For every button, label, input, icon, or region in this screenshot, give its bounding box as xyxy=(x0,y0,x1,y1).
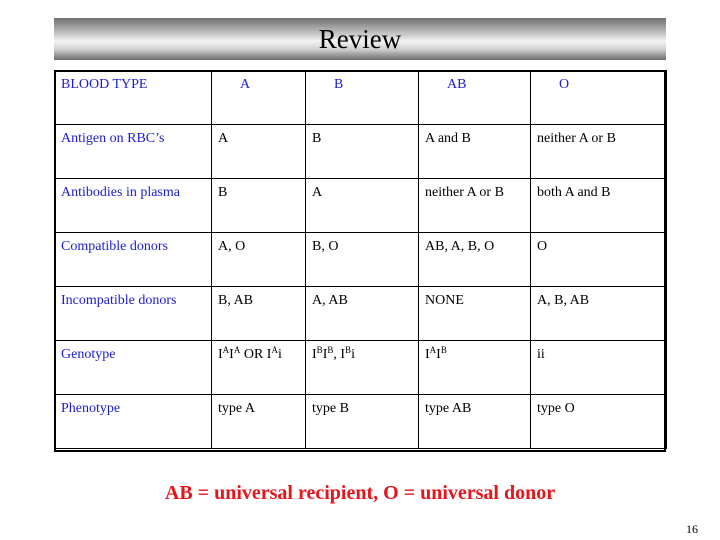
footer-note: AB = universal recipient, O = universal donor xyxy=(164,482,556,504)
row-label: Genotype xyxy=(55,341,212,395)
page-number: 16 xyxy=(686,522,698,536)
table-cell: A, O xyxy=(212,233,306,287)
table-cell: B, O xyxy=(306,233,419,287)
genotype-cell-o: ii xyxy=(531,341,667,395)
table-cell: B, AB xyxy=(212,287,306,341)
table-row xyxy=(55,287,667,341)
table-row xyxy=(55,233,667,287)
table-cell: type B xyxy=(306,395,419,449)
table-cell: neither A or B xyxy=(419,179,531,233)
blood-type-table xyxy=(54,70,667,449)
row-label: Antibodies in plasma xyxy=(55,179,212,233)
row-label: Phenotype xyxy=(55,395,212,449)
table-row xyxy=(55,341,667,395)
header-cell-a: A xyxy=(212,71,306,125)
table-row xyxy=(55,125,667,179)
table-cell: type A xyxy=(212,395,306,449)
table-cell: B xyxy=(212,179,306,233)
genotype-cell-b: $I^BI^B$, $I^Bi$ xyxy=(306,341,419,395)
table-cell: A xyxy=(306,179,419,233)
table-header-row xyxy=(55,71,667,125)
genotype-cell-ab: $I^AI^B$ xyxy=(419,341,531,395)
header-cell-b: B xyxy=(306,71,419,125)
table-cell: type O xyxy=(531,395,667,449)
table-cell: A xyxy=(212,125,306,179)
row-label: Compatible donors xyxy=(55,233,212,287)
table-cell: AB, A, B, O xyxy=(419,233,531,287)
table-cell: type AB xyxy=(419,395,531,449)
table-cell: A, AB xyxy=(306,287,419,341)
genotype-cell-a: $I^AI^A$ OR $I^Ai$ xyxy=(212,341,306,395)
table-cell: both A and B xyxy=(531,179,667,233)
table-cell: A, B, AB xyxy=(531,287,667,341)
slide-title: Review xyxy=(318,23,402,54)
row-label: Antigen on RBC’s xyxy=(55,125,212,179)
title-bar xyxy=(54,18,666,60)
header-cell-ab: AB xyxy=(419,71,531,125)
table-cell: NONE xyxy=(419,287,531,341)
header-cell-o: O xyxy=(531,71,667,125)
table-cell: A and B xyxy=(419,125,531,179)
table-row xyxy=(55,395,667,449)
row-label: Incompatible donors xyxy=(55,287,212,341)
table-row xyxy=(55,179,667,233)
header-cell-blood-type: BLOOD TYPE xyxy=(55,71,212,125)
table-cell: O xyxy=(531,233,667,287)
table-cell: B xyxy=(306,125,419,179)
table-cell: neither A or B xyxy=(531,125,667,179)
